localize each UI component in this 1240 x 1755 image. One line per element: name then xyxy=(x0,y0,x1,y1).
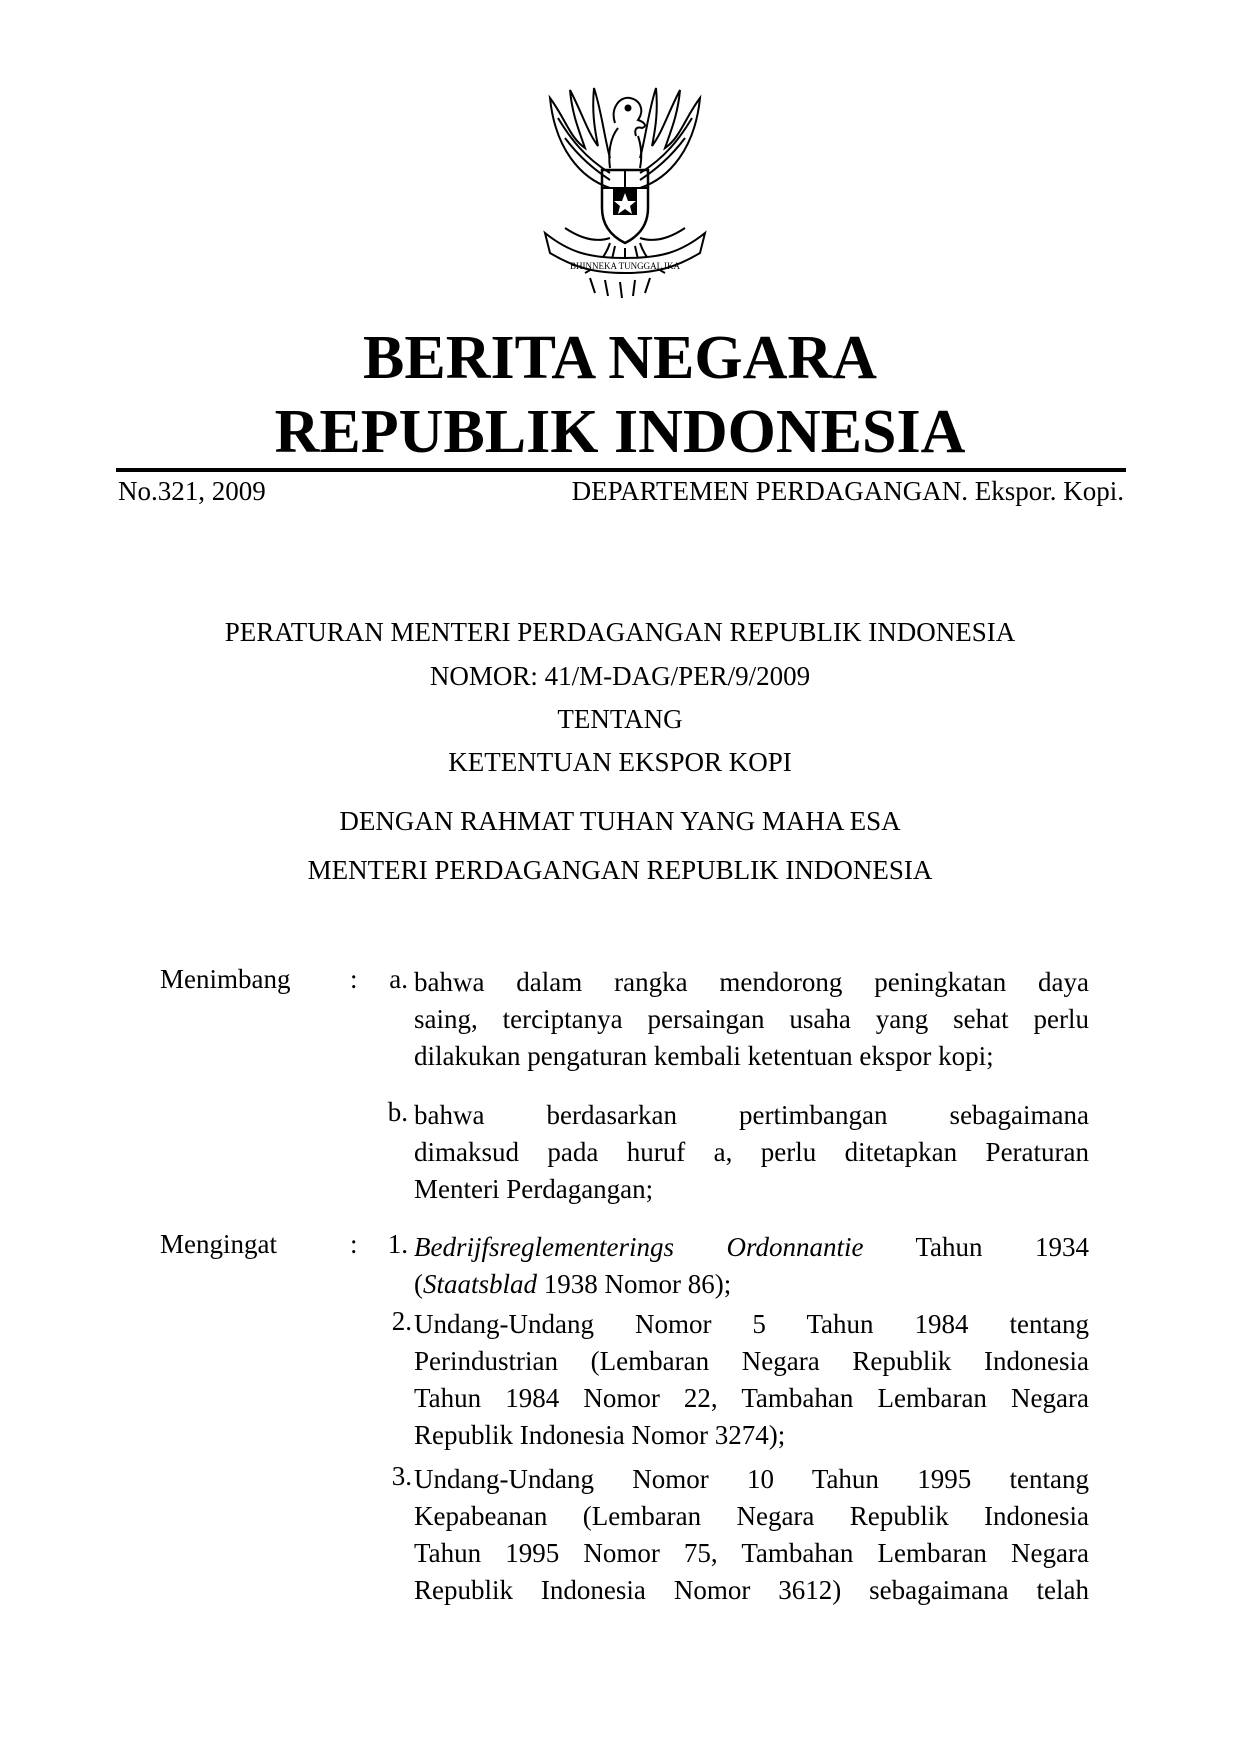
mengingat-item-2 xyxy=(414,1306,1089,1454)
gazette-number: No.321, 2009 xyxy=(118,476,266,506)
masthead-rule xyxy=(116,468,1126,472)
text-line xyxy=(414,1266,1089,1303)
text-line: bahwa berdasarkan pertimbangan sebagaimana xyxy=(414,1100,1089,1130)
department-subject: DEPARTEMEN PERDAGANGAN. Ekspor. Kopi. xyxy=(571,476,1124,506)
mengingat-item-1 xyxy=(414,1229,1089,1303)
text-fragment: Tahun 1934 xyxy=(915,1232,1090,1262)
menimbang-marker-a: a. xyxy=(389,964,408,994)
text-line: Undang-Undang Nomor 10 Tahun 1995 tentang xyxy=(414,1464,1089,1494)
mengingat-colon: : xyxy=(350,1229,358,1259)
text-line: dimaksud pada huruf a, perlu ditetapkan Peraturan xyxy=(414,1137,1089,1167)
heading-minister: MENTERI PERDAGANGAN REPUBLIK INDONESIA xyxy=(307,855,933,885)
mengingat-marker-2: 2. xyxy=(391,1306,412,1336)
heading-subject: KETENTUAN EKSPOR KOPI xyxy=(448,747,792,777)
text-line: dilakukan pengaturan kembali ketentuan ekspor kopi; xyxy=(414,1041,994,1071)
text-fragment: 1938 Nomor 86); xyxy=(543,1269,732,1299)
menimbang-item-a xyxy=(414,964,1089,1075)
text-line: bahwa dalam rangka mendorong peningkatan daya xyxy=(414,967,1089,997)
menimbang-item-b xyxy=(414,1097,1089,1208)
menimbang-label: Menimbang xyxy=(160,964,291,994)
italic-term: Bedrijfsreglementerings xyxy=(414,1232,674,1262)
mengingat-item-3 xyxy=(414,1461,1089,1609)
menimbang-marker-b: b. xyxy=(387,1097,408,1127)
heading-regulation: PERATURAN MENTERI PERDAGANGAN REPUBLIK INDONESIA xyxy=(224,617,1016,647)
italic-term: Staatsblad xyxy=(423,1269,538,1299)
text-line xyxy=(414,1229,1089,1266)
text-line: Kepabeanan (Lembaran Negara Republik Indonesia xyxy=(414,1501,1089,1531)
masthead-title-line1: BERITA NEGARA xyxy=(363,324,877,392)
heading-invocation: DENGAN RAHMAT TUHAN YANG MAHA ESA xyxy=(339,806,901,836)
masthead-title-line2: REPUBLIK INDONESIA xyxy=(274,398,966,466)
text-line: Undang-Undang Nomor 5 Tahun 1984 tentang xyxy=(414,1309,1089,1339)
text-line: Republik Indonesia Nomor 3612) sebagaimana telah xyxy=(414,1575,1089,1605)
italic-term: Ordonnantie xyxy=(726,1232,864,1262)
heading-number: NOMOR: 41/M-DAG/PER/9/2009 xyxy=(429,661,811,691)
garuda-emblem-icon xyxy=(510,78,740,303)
text-line: Tahun 1984 Nomor 22, Tambahan Lembaran Negara xyxy=(414,1383,1089,1413)
mengingat-marker-1: 1. xyxy=(387,1229,408,1259)
text-line: saing, terciptanya persaingan usaha yang sehat perlu xyxy=(414,1004,1089,1034)
mengingat-label: Mengingat xyxy=(160,1229,277,1259)
heading-tentang: TENTANG xyxy=(557,704,683,734)
text-line: Perindustrian (Lembaran Negara Republik Indonesia xyxy=(414,1346,1089,1376)
mengingat-marker-3: 3. xyxy=(391,1461,412,1491)
text-fragment: ( xyxy=(414,1269,423,1299)
text-line: Tahun 1995 Nomor 75, Tambahan Lembaran Negara xyxy=(414,1538,1089,1568)
emblem-motto: BHINNEKA TUNGGAL IKA xyxy=(570,261,680,271)
text-line: Republik Indonesia Nomor 3274); xyxy=(414,1420,786,1450)
text-line: Menteri Perdagangan; xyxy=(414,1174,654,1204)
menimbang-colon: : xyxy=(350,964,358,994)
